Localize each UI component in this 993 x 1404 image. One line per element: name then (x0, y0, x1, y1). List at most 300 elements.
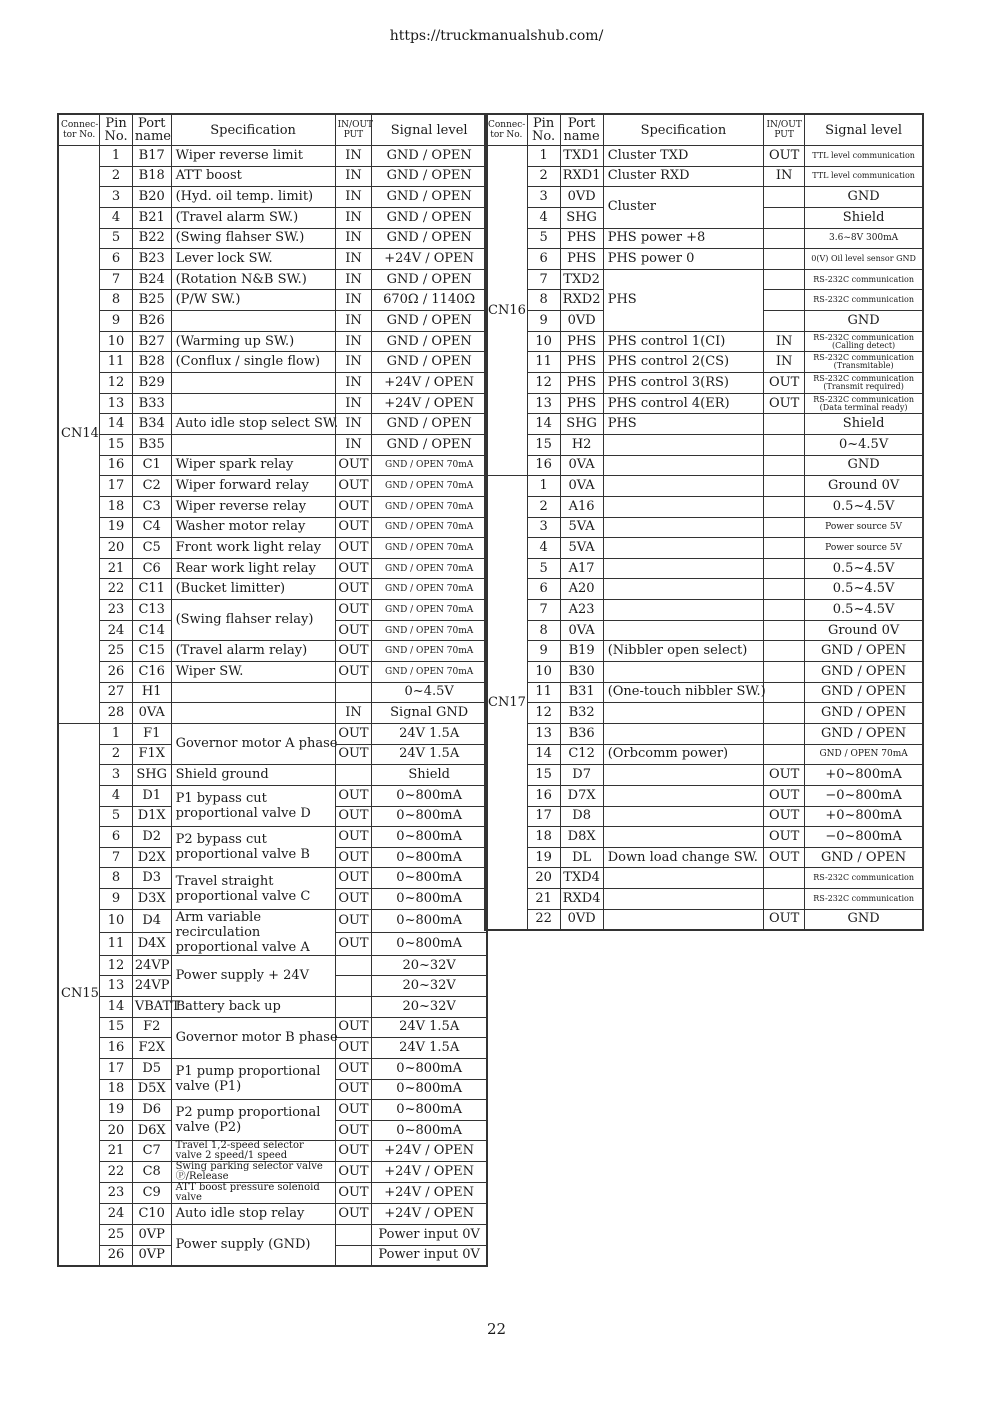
specification: (Orbcomm power) (603, 744, 763, 765)
spec-line: P1 bypass cut (175, 791, 267, 806)
signal-level: 670Ω / 1140Ω (372, 290, 487, 311)
spec-line: valve (P1) (175, 1079, 242, 1095)
port-name: D1 (132, 785, 171, 806)
table-row (485, 662, 923, 683)
port-name: B23 (132, 249, 171, 270)
port-name: 0VP (132, 1245, 171, 1266)
table-row (485, 352, 923, 373)
port-name: H1 (132, 682, 171, 703)
signal-level: GND (805, 455, 923, 476)
signal-level: Power input 0V (372, 1225, 487, 1246)
signal-level: GND (805, 909, 923, 930)
table-row (485, 827, 923, 848)
in-out (764, 889, 805, 910)
pin-number: 11 (100, 352, 133, 373)
table-row (485, 269, 923, 290)
in-out: OUT (335, 868, 372, 889)
signal-level: 0~4.5V (805, 434, 923, 455)
pin-number: 14 (100, 996, 133, 1017)
spec-line: P1 pump proportional (175, 1064, 321, 1080)
table-row (485, 889, 923, 910)
specification (603, 496, 763, 517)
in-out: IN (335, 207, 372, 228)
port-name: RXD1 (560, 166, 603, 187)
in-out: OUT (335, 476, 372, 497)
table-row (485, 373, 923, 394)
port-name: D4 (132, 909, 171, 932)
table-row (485, 847, 923, 868)
table-row (58, 662, 487, 683)
signal-level: Signal GND (372, 703, 487, 724)
signal-level: GND / OPEN 70mA (372, 517, 487, 538)
table-row (58, 496, 487, 517)
port-name: B20 (132, 187, 171, 208)
table-row (485, 228, 923, 249)
pin-number: 6 (100, 249, 133, 270)
in-out: OUT (335, 1204, 372, 1225)
pin-number: 15 (100, 434, 133, 455)
signal-level: 0~800mA (372, 868, 487, 889)
in-out: OUT (764, 785, 805, 806)
in-out: OUT (335, 744, 372, 765)
pin-number: 3 (527, 517, 560, 538)
port-name: D3 (132, 868, 171, 889)
signal-level: Shield (372, 765, 487, 786)
table-row (58, 1183, 487, 1204)
specification (603, 538, 763, 559)
port-name: B29 (132, 373, 171, 394)
port-name: F1X (132, 744, 171, 765)
signal-level: GND / OPEN 70mA (372, 558, 487, 579)
signal-level: 0~800mA (372, 889, 487, 910)
specification: Front work light relay (171, 538, 335, 559)
pin-number: 20 (100, 538, 133, 559)
in-out (764, 579, 805, 600)
signal-level: GND / OPEN (372, 434, 487, 455)
port-name: TXD4 (560, 868, 603, 889)
in-out (764, 600, 805, 621)
table-row (485, 476, 923, 497)
in-out (764, 538, 805, 559)
pin-number: 1 (100, 146, 133, 167)
table-row (58, 1162, 487, 1183)
pin-number: 22 (527, 909, 560, 930)
port-name: D2X (132, 847, 171, 868)
port-name: C9 (132, 1183, 171, 1204)
in-out: OUT (335, 517, 372, 538)
col-inout: IN/OUT PUT (335, 114, 372, 146)
pin-number: 5 (527, 228, 560, 249)
in-out: OUT (335, 455, 372, 476)
port-name: C6 (132, 558, 171, 579)
pin-number: 18 (100, 1079, 133, 1100)
signal-level: +24V / OPEN (372, 1162, 487, 1183)
signal-level: 0.5~4.5V (805, 600, 923, 621)
in-out: OUT (764, 806, 805, 827)
left-pin-table (57, 113, 488, 1267)
table-row (58, 166, 487, 187)
specification: Wiper reverse limit (171, 146, 335, 167)
signal-level: GND / OPEN 70mA (372, 538, 487, 559)
signal-level: TTL level communication (805, 166, 923, 187)
specification: Cluster (603, 187, 763, 228)
signal-level: GND / OPEN (372, 228, 487, 249)
table-row (58, 290, 487, 311)
in-out: OUT (335, 1183, 372, 1204)
specification: Washer motor relay (171, 517, 335, 538)
in-out: OUT (335, 1058, 372, 1079)
specification: Battery back up (171, 996, 335, 1017)
pin-number: 7 (527, 269, 560, 290)
in-out: IN (335, 311, 372, 332)
in-out: OUT (335, 538, 372, 559)
in-out (764, 744, 805, 765)
table-row (58, 1100, 487, 1121)
table-row (58, 765, 487, 786)
signal-level: GND / OPEN 70mA (372, 600, 487, 621)
signal-level: 0.5~4.5V (805, 579, 923, 600)
port-name: D6 (132, 1100, 171, 1121)
port-name: 24VP (132, 955, 171, 976)
pin-number: 7 (100, 269, 133, 290)
port-name: B21 (132, 207, 171, 228)
in-out: OUT (335, 496, 372, 517)
pin-number: 24 (100, 620, 133, 641)
spec-line: Arm variable recirculation (175, 909, 262, 940)
in-out (764, 311, 805, 332)
specification (603, 785, 763, 806)
port-name: D1X (132, 806, 171, 827)
table-row (58, 1141, 487, 1162)
signal-level: GND / OPEN (372, 187, 487, 208)
pin-number: 9 (527, 311, 560, 332)
spec-line: P2 bypass cut (175, 832, 267, 848)
pin-number: 15 (100, 1017, 133, 1038)
specification (603, 703, 763, 724)
in-out: IN (335, 269, 372, 290)
pin-number: 9 (100, 311, 133, 332)
port-name: D3X (132, 889, 171, 910)
pin-number: 18 (100, 496, 133, 517)
signal-level: 0~800mA (372, 1079, 487, 1100)
in-out: IN (335, 166, 372, 187)
signal-level: −0~800mA (805, 827, 923, 848)
in-out: OUT (335, 806, 372, 827)
pin-number: 15 (527, 765, 560, 786)
specification (171, 1100, 335, 1141)
specification: Wiper SW. (171, 662, 335, 683)
signal-level: GND / OPEN (372, 414, 487, 435)
specification: Governor motor B phase (171, 1017, 335, 1058)
specification (171, 785, 335, 826)
table-row (58, 909, 487, 932)
in-out: OUT (764, 827, 805, 848)
specification: PHS power +8 (603, 228, 763, 249)
pin-number: 22 (100, 1162, 133, 1183)
port-name: C1 (132, 455, 171, 476)
signal-level: 0~800mA (372, 827, 487, 848)
pin-number: 3 (100, 187, 133, 208)
pin-number: 21 (527, 889, 560, 910)
in-out: OUT (335, 723, 372, 744)
in-out (335, 1225, 372, 1246)
in-out: OUT (335, 1079, 372, 1100)
connector-label: CN17 (485, 476, 527, 930)
signal-level: RS-232C communication (805, 868, 923, 889)
in-out: OUT (764, 146, 805, 167)
specification: PHS (603, 414, 763, 435)
signal-level: GND / OPEN (805, 662, 923, 683)
table-row (485, 414, 923, 435)
pin-number: 25 (100, 1225, 133, 1246)
in-out: IN (335, 290, 372, 311)
pin-number: 16 (527, 455, 560, 476)
col-spec: Specification (171, 114, 335, 146)
in-out: OUT (335, 662, 372, 683)
in-out (764, 269, 805, 290)
in-out: OUT (335, 1038, 372, 1059)
pin-number: 7 (100, 847, 133, 868)
pin-number: 9 (527, 641, 560, 662)
specification (603, 434, 763, 455)
pin-number: 2 (100, 744, 133, 765)
left-table-body (58, 146, 487, 1266)
in-out: IN (335, 352, 372, 373)
port-name: C13 (132, 600, 171, 621)
port-name: SHG (560, 414, 603, 435)
table-row (485, 496, 923, 517)
table-row (58, 868, 487, 889)
port-name: A20 (560, 579, 603, 600)
port-name: 0VD (560, 311, 603, 332)
port-name: 0VD (560, 187, 603, 208)
in-out (764, 290, 805, 311)
specification: (Rotation N&B SW.) (171, 269, 335, 290)
specification: PHS control 2(CS) (603, 352, 763, 373)
pin-number: 21 (100, 1141, 133, 1162)
pin-number: 13 (100, 393, 133, 414)
col-signal: Signal level (372, 114, 487, 146)
table-row (485, 785, 923, 806)
in-out (764, 662, 805, 683)
pin-number: 24 (100, 1204, 133, 1225)
port-name: PHS (560, 373, 603, 394)
signal-level: 20~32V (372, 955, 487, 976)
spec-line: Travel straight (175, 873, 274, 889)
specification: ATT boost (171, 166, 335, 187)
signal-level: RS-232C communication (Calling detect) (805, 331, 923, 352)
signal-level: GND / OPEN (372, 331, 487, 352)
port-name: D7X (560, 785, 603, 806)
port-name: PHS (560, 393, 603, 414)
pin-number: 10 (100, 331, 133, 352)
pin-number: 12 (100, 373, 133, 394)
port-name: A17 (560, 558, 603, 579)
specification (171, 827, 335, 868)
connector-label: CN16 (485, 146, 527, 476)
signal-level: Power input 0V (372, 1245, 487, 1266)
in-out: OUT (335, 558, 372, 579)
table-row (485, 455, 923, 476)
col-port: Port name (560, 114, 603, 146)
connector-label: CN14 (58, 146, 100, 724)
pin-number: 27 (100, 682, 133, 703)
table-row (485, 146, 923, 167)
signal-level: GND / OPEN 70mA (372, 620, 487, 641)
in-out: IN (335, 393, 372, 414)
port-name: PHS (560, 228, 603, 249)
signal-level: GND / OPEN 70mA (372, 476, 487, 497)
in-out (764, 620, 805, 641)
signal-level: −0~800mA (805, 785, 923, 806)
in-out (335, 1245, 372, 1266)
port-name: C8 (132, 1162, 171, 1183)
specification: (Bucket limitter) (171, 579, 335, 600)
port-name: TXD1 (560, 146, 603, 167)
in-out: OUT (335, 847, 372, 868)
specification: Power supply (GND) (171, 1225, 335, 1266)
pin-number: 9 (100, 889, 133, 910)
pin-number: 2 (100, 166, 133, 187)
table-row (485, 579, 923, 600)
in-out (764, 868, 805, 889)
table-row (485, 187, 923, 208)
table-row (58, 538, 487, 559)
pin-number: 8 (527, 620, 560, 641)
port-name: PHS (560, 352, 603, 373)
in-out: OUT (764, 393, 805, 414)
signal-level: 0~800mA (372, 932, 487, 955)
signal-level: 0~4.5V (372, 682, 487, 703)
right-table-body (485, 146, 923, 930)
signal-level: 24V 1.5A (372, 1038, 487, 1059)
specification (603, 889, 763, 910)
port-name: B32 (560, 703, 603, 724)
in-out (764, 434, 805, 455)
specification: (Swing flahser SW.) (171, 228, 335, 249)
pin-number: 10 (100, 909, 133, 932)
signal-level: GND / OPEN (372, 207, 487, 228)
in-out: IN (335, 331, 372, 352)
port-name: C2 (132, 476, 171, 497)
in-out: OUT (335, 1120, 372, 1141)
pin-number: 19 (527, 847, 560, 868)
pin-number: 16 (100, 455, 133, 476)
signal-level: RS-232C communication (805, 269, 923, 290)
port-name: B26 (132, 311, 171, 332)
pin-number: 4 (527, 207, 560, 228)
table-row (58, 373, 487, 394)
port-name: B33 (132, 393, 171, 414)
in-out (764, 455, 805, 476)
table-row (58, 1017, 487, 1038)
specification (603, 827, 763, 848)
port-name: C3 (132, 496, 171, 517)
specification (603, 806, 763, 827)
port-name: D4X (132, 932, 171, 955)
port-name: B22 (132, 228, 171, 249)
port-name: C10 (132, 1204, 171, 1225)
table-row (58, 187, 487, 208)
in-out: OUT (764, 847, 805, 868)
table-row (485, 909, 923, 930)
in-out (764, 723, 805, 744)
spec-line: proportional valve D (175, 806, 311, 821)
specification: Shield ground (171, 765, 335, 786)
signal-level: 0.5~4.5V (805, 496, 923, 517)
specification (603, 455, 763, 476)
pin-number: 16 (100, 1038, 133, 1059)
signal-level: +24V / OPEN (372, 249, 487, 270)
pin-number: 1 (527, 146, 560, 167)
table-row (58, 455, 487, 476)
port-name: B24 (132, 269, 171, 290)
table-row (485, 641, 923, 662)
pin-number: 8 (100, 868, 133, 889)
signal-level: GND / OPEN 70mA (372, 662, 487, 683)
table-row (485, 558, 923, 579)
port-name: 0VA (132, 703, 171, 724)
port-name: C11 (132, 579, 171, 600)
in-out: IN (764, 166, 805, 187)
table-row (58, 352, 487, 373)
signal-level: RS-232C communication (805, 290, 923, 311)
pin-number: 1 (527, 476, 560, 497)
in-out: IN (335, 434, 372, 455)
in-out (764, 476, 805, 497)
specification: (Conflux / single flow) (171, 352, 335, 373)
in-out (764, 496, 805, 517)
pin-number: 26 (100, 1245, 133, 1266)
specification (171, 373, 335, 394)
pin-number: 3 (527, 187, 560, 208)
port-name: F2X (132, 1038, 171, 1059)
specification: Power supply + 24V (171, 955, 335, 996)
specification: PHS control 4(ER) (603, 393, 763, 414)
signal-level: +24V / OPEN (372, 1141, 487, 1162)
specification (603, 909, 763, 930)
port-name: D8 (560, 806, 603, 827)
pin-number: 8 (100, 290, 133, 311)
table-row (485, 806, 923, 827)
table-row (485, 703, 923, 724)
pin-number: 10 (527, 331, 560, 352)
table-row (485, 744, 923, 765)
table-row (58, 414, 487, 435)
pin-number: 12 (527, 703, 560, 724)
port-name: DL (560, 847, 603, 868)
port-name: C5 (132, 538, 171, 559)
port-name: F1 (132, 723, 171, 744)
specification: (Hyd. oil temp. limit) (171, 187, 335, 208)
in-out: OUT (335, 579, 372, 600)
in-out: OUT (335, 641, 372, 662)
table-row (485, 166, 923, 187)
pin-number: 2 (527, 496, 560, 517)
port-name: B17 (132, 146, 171, 167)
pin-number: 25 (100, 641, 133, 662)
signal-level: GND / OPEN (372, 352, 487, 373)
signal-level: GND / OPEN 70mA (372, 496, 487, 517)
in-out (335, 682, 372, 703)
pin-number: 15 (527, 434, 560, 455)
table-row (58, 228, 487, 249)
signal-level: GND / OPEN (372, 166, 487, 187)
specification: (Warming up SW.) (171, 331, 335, 352)
in-out: OUT (335, 785, 372, 806)
table-row (485, 723, 923, 744)
pin-number: 23 (100, 1183, 133, 1204)
